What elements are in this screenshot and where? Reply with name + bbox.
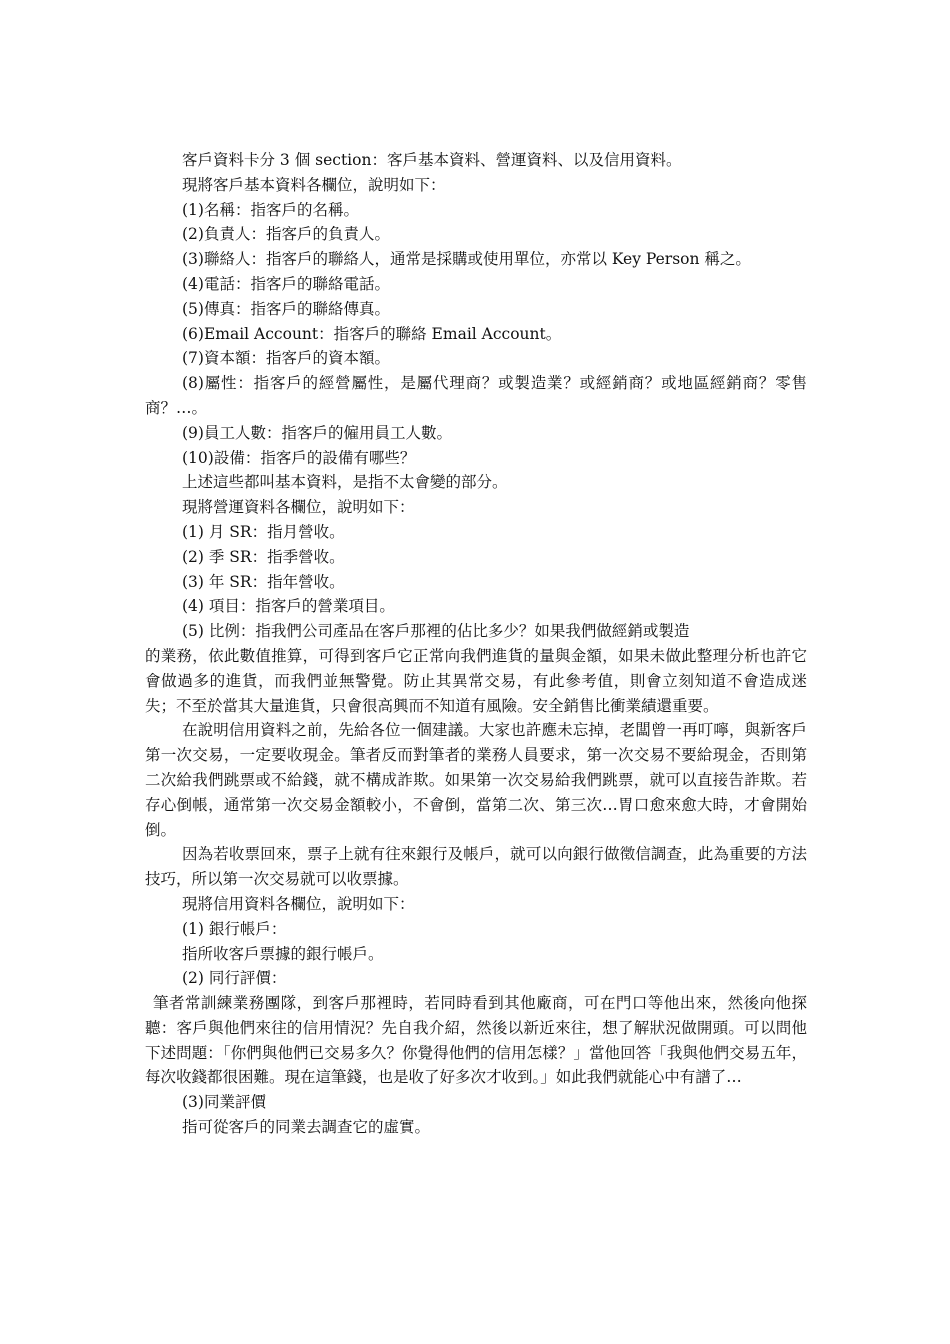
- paragraph-intro: 客戶資料卡分 3 個 section：客戶基本資料、營運資料、以及信用資料。: [182, 151, 682, 169]
- paragraph-operation-heading: 現將營運資料各欄位，說明如下：: [182, 498, 415, 517]
- list-item-quarterly-sr: (2) 季 SR：指季營收。: [182, 547, 345, 566]
- list-item-ratio: (5) 比例：指我們公司產品在客戶那裡的佔比多少？如果我們做經銷或製造: [182, 622, 690, 641]
- paragraph-check-reason: 因為若收票回來，票子上就有往來銀行及帳戶，就可以向銀行做徵信調查，此為重要的方法技巧，所以第一次交易就可以收票據。: [145, 845, 807, 889]
- paragraph-industry-review-detail: 指可從客戶的同業去調查它的虛實。: [182, 1118, 431, 1137]
- paragraph-ratio-detail: 的業務，依此數值推算，可得到客戶它正常向我們進貨的量與金額，如果未做此整理分析也許它會做過多的進貨，而我們並無警覺。防止其異常交易，有此參考值，則會立刻知道不會造成迷失；不至於當其大量進貨，只會很高興而不知道有風險。安全銷售比衝業績還重要。: [145, 646, 807, 715]
- list-item-monthly-sr: (1) 月 SR：指月營收。: [182, 522, 345, 541]
- paragraph-basic-summary: 上述這些都叫基本資料，是指不太會變的部分。: [182, 473, 508, 492]
- list-item-phone: (4)電話：指客戶的聯絡電話。: [182, 274, 390, 293]
- list-item-peer-review: (2) 同行評價：: [182, 969, 287, 988]
- list-item-name: (1)名稱：指客戶的名稱。: [182, 200, 359, 219]
- list-item-employees: (9)員工人數：指客戶的僱用員工人數。: [182, 423, 452, 442]
- list-item-equipment: (10)設備：指客戶的設備有哪些？: [182, 448, 416, 467]
- paragraph-credit-heading: 現將信用資料各欄位，說明如下：: [182, 894, 415, 913]
- list-item-business-items: (4) 項目：指客戶的營業項目。: [182, 597, 395, 616]
- paragraph-peer-review-detail: 筆者常訓練業務團隊，到客戶那裡時，若同時看到其他廠商，可在門口等他出來，然後向他探聽：客戶與他們來往的信用情況？先自我介紹，然後以新近來往，想了解狀況做開頭。可以問他下述問題：「你們與他們已交易多久？你覺得他們的信用怎樣？」當他回答「我與他們交易五年，每次收錢都很困難。現在這筆錢，也是收了好多次才收到。」如此我們就能心中有譜了…: [145, 994, 807, 1087]
- list-item-attribute: (8)屬性：指客戶的經營屬性，是屬代理商？或製造業？或經銷商？或地區經銷商？零售商？…。: [145, 374, 807, 417]
- list-item-bank-account: (1) 銀行帳戶：: [182, 919, 287, 938]
- list-item-industry-review: (3)同業評價: [182, 1093, 266, 1112]
- list-item-yearly-sr: (3) 年 SR：指年營收。: [182, 572, 345, 591]
- list-item-fax: (5)傳真：指客戶的聯絡傳真。: [182, 299, 390, 318]
- document-body: [145, 148, 807, 1140]
- list-item-capital: (7)資本額：指客戶的資本額。: [182, 349, 390, 368]
- list-item-owner: (2)負責人：指客戶的負責人。: [182, 225, 390, 244]
- list-item-email: (6)Email Account：指客戶的聯絡 Email Account。: [182, 324, 562, 343]
- paragraph-basic-heading: 現將客戶基本資料各欄位，說明如下：: [182, 175, 446, 194]
- list-item-contact: (3)聯絡人：指客戶的聯絡人，通常是採購或使用單位，亦常以 Key Person 稱之。: [182, 250, 751, 269]
- paragraph-bank-account-detail: 指所收客戶票據的銀行帳戶。: [182, 944, 384, 963]
- paragraph-credit-advice: 在說明信用資料之前，先給各位一個建議。大家也許應未忘掉，老闆曾一再叮嚀，與新客戶第一次交易，一定要收現金。筆者反而對筆者的業務人員要求，第一次交易不要給現金，否則第二次給我們跳票或不給錢，就不構成詐欺。如果第一次交易給我們跳票，就可以直接告詐欺。若存心倒帳，通常第一次交易金額較小，不會倒，當第二次、第三次…胃口愈來愈大時，才會開始倒。: [145, 721, 807, 839]
